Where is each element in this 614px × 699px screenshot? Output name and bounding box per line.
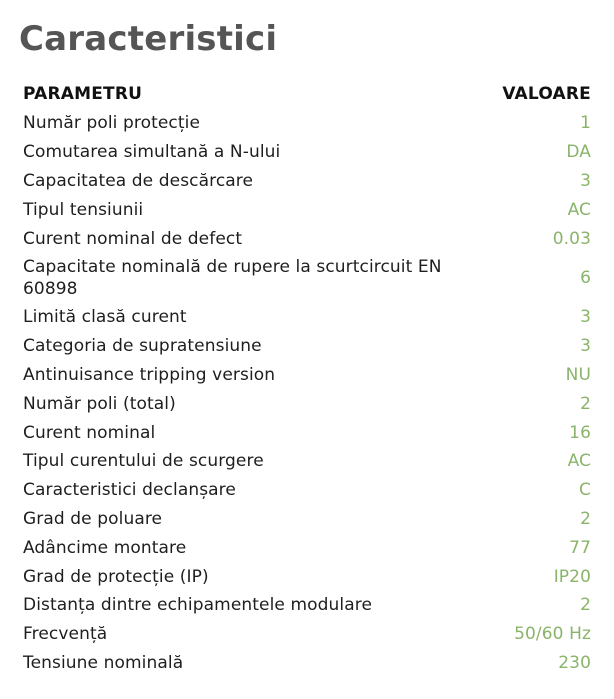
parameter-label: Număr poli (total): [23, 393, 176, 414]
parameter-label: Număr poli protecție: [23, 113, 201, 134]
table-header-row: [23, 79, 591, 109]
parameter-value: 3: [580, 307, 591, 328]
parameter-value: NU: [565, 364, 591, 385]
parameter-label: Caracteristici declanșare: [23, 480, 236, 501]
parameter-value: 2: [580, 508, 591, 529]
parameter-label: Grad de poluare: [23, 508, 163, 529]
parameter-value: 3: [580, 336, 591, 357]
table-row: [23, 476, 591, 505]
parameter-label: Adâncime montare: [23, 537, 187, 558]
parameter-label: Capacitate nominală de rupere la scurtcircuit EN 60898: [23, 256, 442, 299]
parameter-value: DA: [566, 142, 591, 163]
table-row: [23, 167, 591, 196]
parameter-value: 2: [580, 595, 591, 616]
header-parameter: PARAMETRU: [23, 84, 143, 104]
parameter-value: 0.03: [552, 228, 591, 249]
parameter-label: Tipul curentului de scurgere: [23, 451, 264, 472]
table-row: [23, 505, 591, 534]
parameter-label: Distanța dintre echipamentele modulare: [23, 595, 373, 616]
table-row: [23, 649, 591, 678]
parameter-label: Frecvență: [23, 624, 108, 645]
parameter-value: 230: [558, 652, 591, 673]
parameter-value: 2: [580, 393, 591, 414]
parameter-label: Curent nominal de defect: [23, 228, 243, 249]
parameter-label: Tensiune nominală: [23, 652, 184, 673]
table-body: [23, 109, 591, 677]
table-row: [23, 138, 591, 167]
table-row: [23, 389, 591, 418]
characteristics-table: [23, 79, 591, 677]
table-row: [23, 591, 591, 620]
parameter-value: C: [579, 480, 591, 501]
table-row: [23, 361, 591, 390]
table-row: [23, 195, 591, 224]
parameter-label: Antinuisance tripping version: [23, 364, 276, 385]
table-row: [23, 533, 591, 562]
table-row: [23, 418, 591, 447]
parameter-value: 3: [580, 170, 591, 191]
parameter-value: IP20: [553, 566, 591, 587]
parameter-value: 1: [580, 113, 591, 134]
table-row: [23, 109, 591, 138]
parameter-value: 77: [569, 537, 591, 558]
parameter-label: Grad de protecție (IP): [23, 566, 209, 587]
parameter-value: 50/60 Hz: [514, 624, 591, 645]
parameter-label: Curent nominal: [23, 422, 156, 443]
header-value: VALOARE: [502, 84, 591, 104]
parameter-value: 16: [569, 422, 591, 443]
parameter-value: AC: [567, 451, 591, 472]
parameter-label: Limită clasă curent: [23, 307, 187, 328]
parameter-label: Capacitatea de descărcare: [23, 170, 254, 191]
table-row: [23, 303, 591, 332]
table-row: [23, 332, 591, 361]
table-row: [23, 447, 591, 476]
parameter-value: 6: [580, 267, 591, 288]
table-row: [23, 253, 591, 303]
parameter-label: Comutarea simultană a N-ului: [23, 142, 281, 163]
parameter-label: Tipul tensiunii: [23, 199, 144, 220]
parameter-value: AC: [567, 199, 591, 220]
parameter-label: Categoria de supratensiune: [23, 336, 262, 357]
table-row: [23, 224, 591, 253]
table-row: [23, 620, 591, 649]
section-title: Caracteristici: [19, 19, 278, 59]
table-row: [23, 562, 591, 591]
